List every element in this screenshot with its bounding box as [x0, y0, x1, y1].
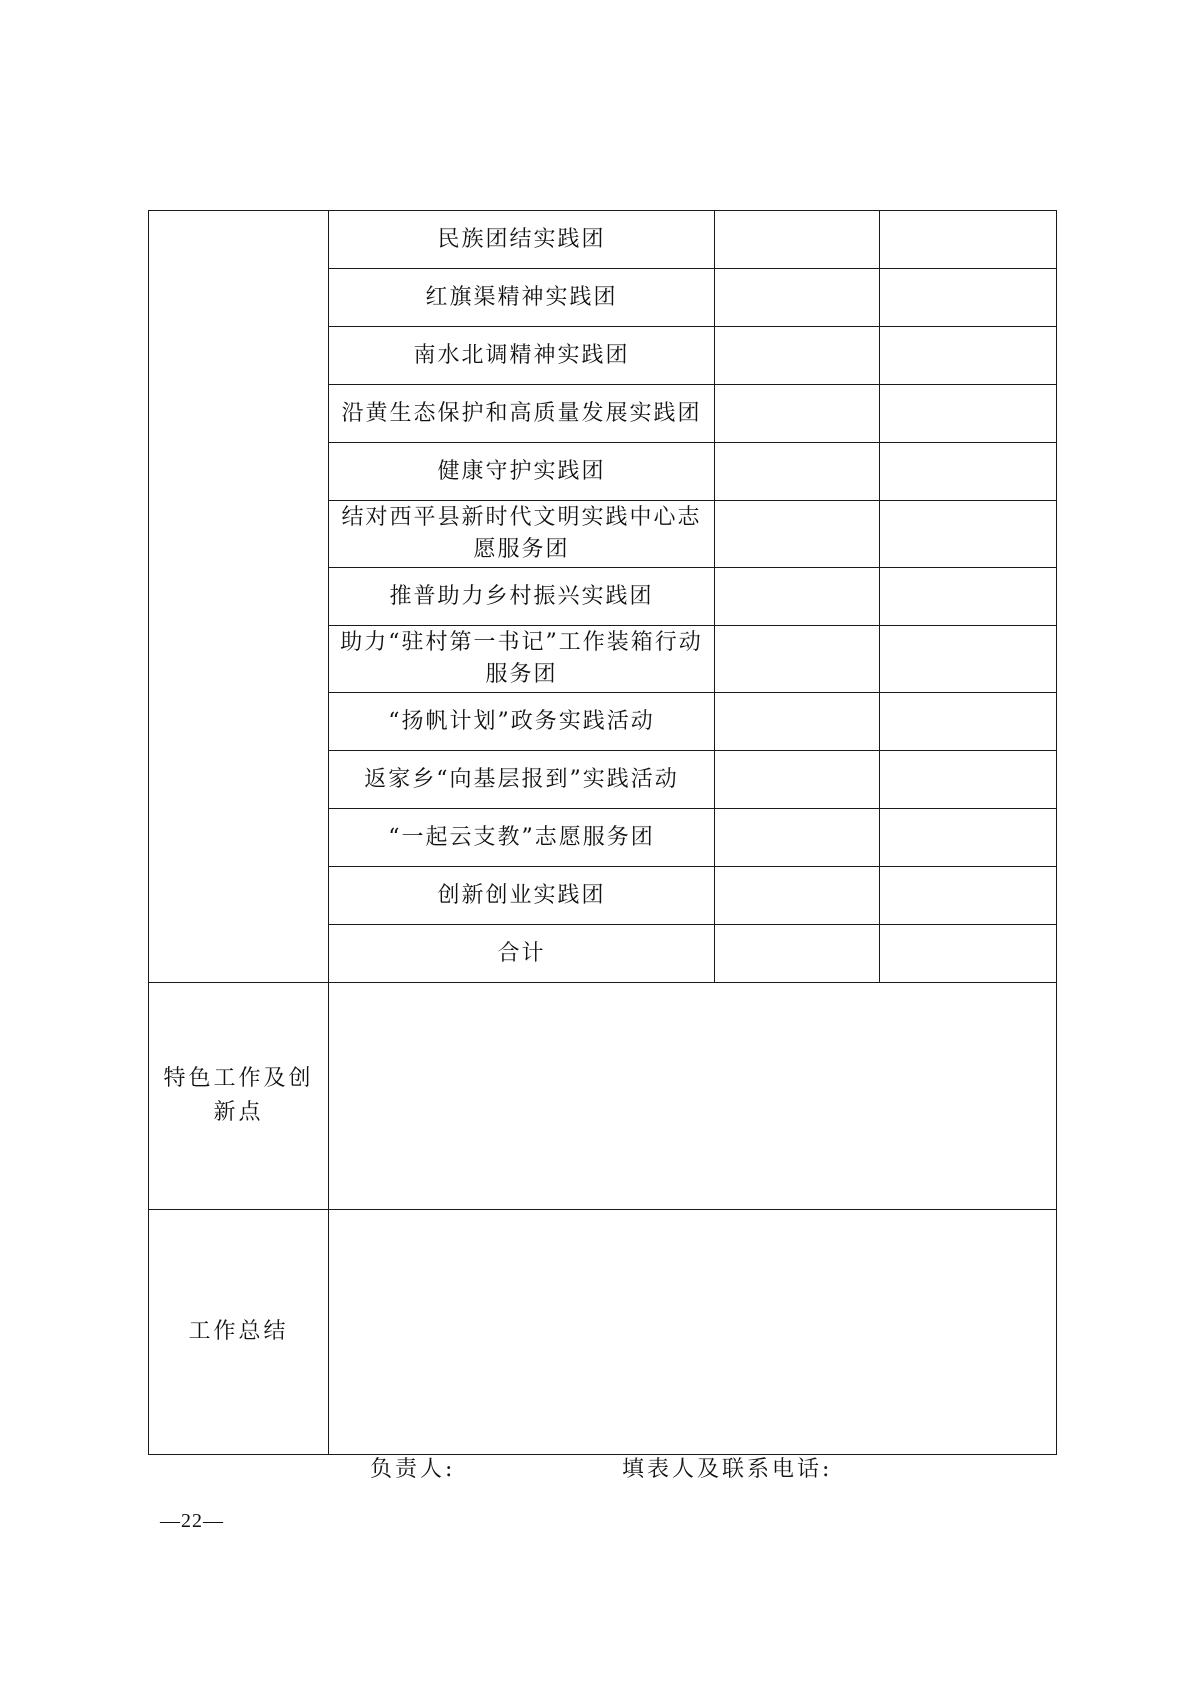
- activity-name-cell: 助力“驻村第一书记”工作装箱行动服务团: [329, 626, 715, 693]
- page-number: —22—: [160, 1510, 224, 1532]
- value-cell[interactable]: [715, 211, 880, 269]
- value-cell[interactable]: [715, 867, 880, 925]
- category-cell-empty[interactable]: [149, 211, 329, 983]
- value-cell[interactable]: [880, 211, 1057, 269]
- summary-row: [149, 1210, 1057, 1455]
- activity-name-cell: 红旗渠精神实践团: [329, 269, 715, 327]
- filler-contact-label: 填表人及联系电话:: [622, 1457, 833, 1482]
- activity-name-cell: 南水北调精神实践团: [329, 327, 715, 385]
- activity-name-cell: 健康守护实践团: [329, 443, 715, 501]
- activity-name-cell: 结对西平县新时代文明实践中心志愿服务团: [329, 501, 715, 568]
- summary-content-cell[interactable]: [329, 1210, 1057, 1455]
- activity-report-table: [148, 210, 1057, 1455]
- total-value-cell[interactable]: [880, 925, 1057, 983]
- value-cell[interactable]: [880, 385, 1057, 443]
- activity-name-cell: 民族团结实践团: [329, 211, 715, 269]
- value-cell[interactable]: [715, 269, 880, 327]
- value-cell[interactable]: [880, 568, 1057, 626]
- total-value-cell[interactable]: [715, 925, 880, 983]
- activity-name-cell: “一起云支教”志愿服务团: [329, 809, 715, 867]
- features-row: [149, 983, 1057, 1210]
- activity-name-cell: 沿黄生态保护和高质量发展实践团: [329, 385, 715, 443]
- activity-name-cell: “扬帆计划”政务实践活动: [329, 693, 715, 751]
- value-cell[interactable]: [880, 501, 1057, 568]
- value-cell[interactable]: [715, 809, 880, 867]
- value-cell[interactable]: [880, 867, 1057, 925]
- total-label-cell: 合计: [329, 925, 715, 983]
- value-cell[interactable]: [880, 443, 1057, 501]
- table-row: [149, 211, 1057, 269]
- value-cell[interactable]: [715, 693, 880, 751]
- value-cell[interactable]: [715, 443, 880, 501]
- value-cell[interactable]: [715, 626, 880, 693]
- value-cell[interactable]: [880, 269, 1057, 327]
- value-cell[interactable]: [880, 626, 1057, 693]
- value-cell[interactable]: [715, 568, 880, 626]
- value-cell[interactable]: [880, 751, 1057, 809]
- value-cell[interactable]: [715, 385, 880, 443]
- activity-name-cell: 返家乡“向基层报到”实践活动: [329, 751, 715, 809]
- value-cell[interactable]: [715, 751, 880, 809]
- summary-label: 工作总结: [149, 1210, 329, 1455]
- responsible-person-label: 负责人:: [370, 1457, 456, 1482]
- features-content-cell[interactable]: [329, 983, 1057, 1210]
- value-cell[interactable]: [880, 693, 1057, 751]
- activity-name-cell: 推普助力乡村振兴实践团: [329, 568, 715, 626]
- value-cell[interactable]: [880, 809, 1057, 867]
- value-cell[interactable]: [715, 501, 880, 568]
- value-cell[interactable]: [880, 327, 1057, 385]
- features-label: 特色工作及创新点: [149, 983, 329, 1210]
- value-cell[interactable]: [715, 327, 880, 385]
- activity-name-cell: 创新创业实践团: [329, 867, 715, 925]
